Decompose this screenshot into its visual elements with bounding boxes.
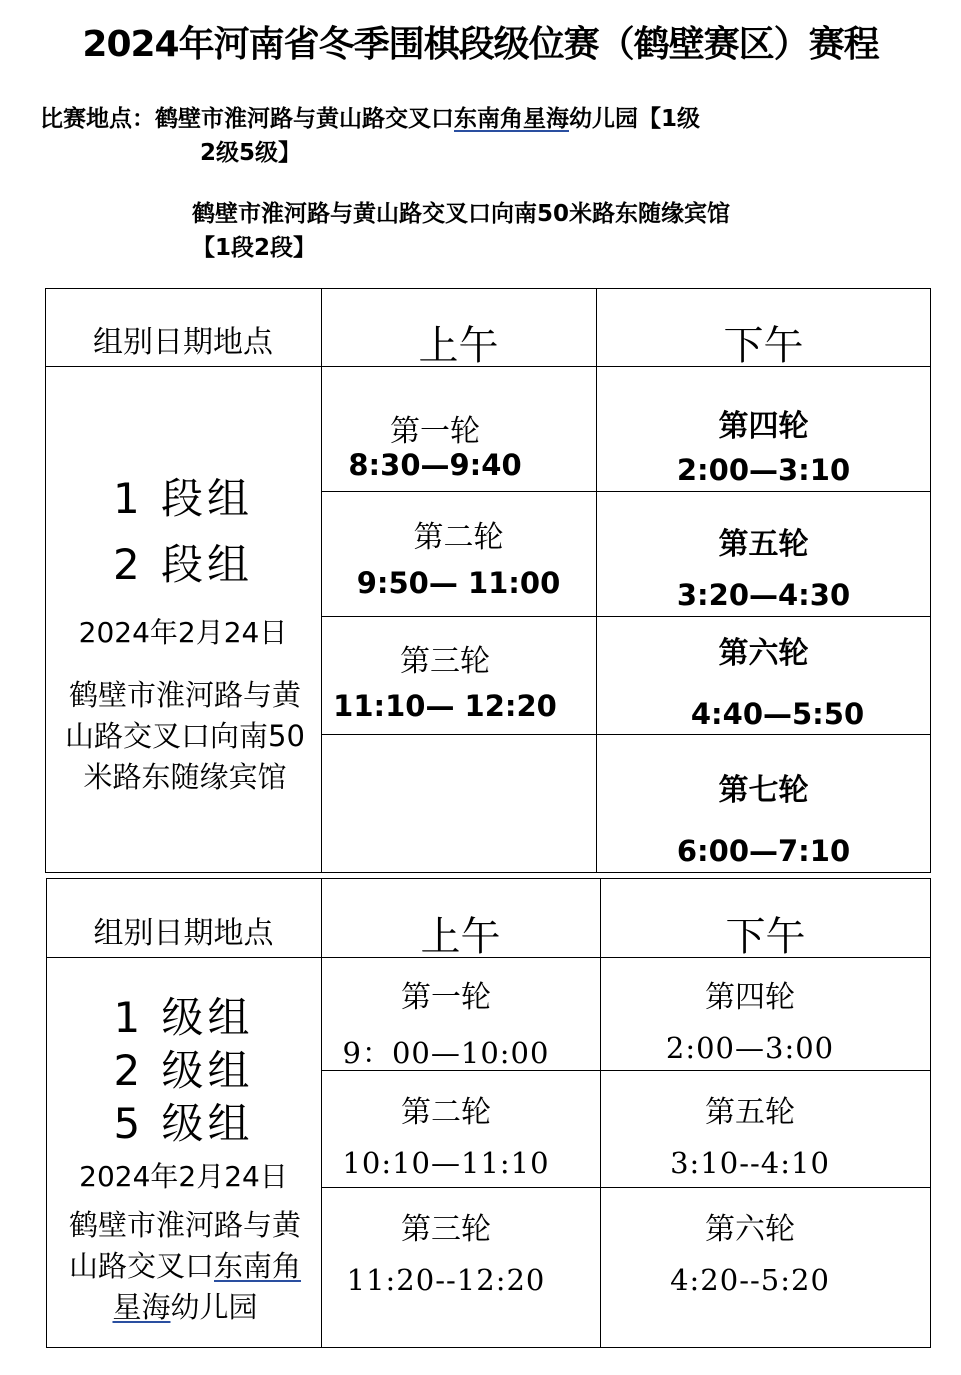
location-text-b: 幼儿园 — [170, 1290, 258, 1324]
group-label: 1 级组 — [113, 993, 254, 1042]
header-morning: 上午 — [420, 914, 501, 960]
round-time: 6:00—7:10 — [676, 834, 851, 868]
event-location — [56, 1205, 314, 1328]
venue-line-2: 鹤壁市淮河路与黄山路交叉口向南50米路东随缘宾馆 — [192, 201, 731, 227]
header-group-date-location: 组别日期地点 — [93, 916, 274, 951]
round-time: 4:40—5:50 — [690, 697, 865, 731]
event-date: 2024年2月24日 — [79, 1160, 288, 1193]
venue-line-1 — [40, 102, 700, 136]
venue-1-text-a: 鹤壁市淮河路与黄山路交叉口 — [155, 106, 454, 132]
round-time: 8:30—9:40 — [348, 448, 522, 482]
venue-line-1-cont: 2级5级】 — [200, 140, 302, 166]
round-label: 第七轮 — [718, 773, 809, 808]
venue-1-underlined: 东南角星海 — [454, 106, 569, 132]
round-time: 2:00—3:00 — [665, 1031, 835, 1065]
divider — [321, 616, 931, 617]
venue-line-2-cont: 【1段2段】 — [192, 235, 317, 261]
round-label: 第二轮 — [401, 1095, 491, 1130]
round-label: 第六轮 — [705, 1212, 795, 1247]
round-label: 第四轮 — [705, 980, 795, 1015]
divider — [321, 1187, 931, 1188]
round-time: 11:20--12:20 — [346, 1263, 546, 1297]
divider — [321, 734, 931, 735]
header-group-date-location: 组别日期地点 — [93, 325, 273, 360]
group-label: 2 段组 — [112, 540, 254, 589]
round-label: 第一轮 — [390, 414, 480, 449]
location-underlined-2: 星海 — [112, 1290, 171, 1324]
round-time: 3:20—4:30 — [676, 578, 851, 612]
location-text-a: 鹤壁市淮河路与黄山路交叉口 — [68, 1208, 301, 1283]
event-date: 2024年2月24日 — [78, 616, 288, 649]
round-time: 2:00—3:10 — [676, 453, 851, 487]
round-label: 第五轮 — [705, 1095, 795, 1130]
round-label: 第二轮 — [413, 520, 504, 555]
divider — [321, 491, 931, 492]
round-label: 第三轮 — [400, 644, 490, 679]
round-label: 第四轮 — [718, 409, 809, 444]
round-label: 第一轮 — [401, 980, 491, 1015]
venue-1-text-b: 幼儿园【1级 — [569, 106, 701, 132]
page-title: 2024年河南省冬季围棋段级位赛（鹤壁赛区）赛程 — [82, 24, 879, 65]
round-time: 11:10— 12:20 — [333, 689, 557, 723]
venue-label: 比赛地点： — [40, 106, 155, 132]
round-time: 10:10—11:10 — [342, 1146, 550, 1180]
header-afternoon: 下午 — [725, 914, 806, 960]
round-time: 3:10--4:10 — [670, 1146, 830, 1180]
group-label: 2 级组 — [113, 1046, 254, 1095]
round-label: 第五轮 — [718, 527, 809, 562]
round-time: 9:50— 11:00 — [356, 566, 561, 600]
location-underlined-1: 东南角 — [214, 1249, 302, 1283]
round-label: 第六轮 — [718, 636, 809, 671]
round-time: 9：00—10:00 — [342, 1036, 550, 1070]
event-location: 鹤壁市淮河路与黄山路交叉口向南50米路东随缘宾馆 — [65, 678, 305, 794]
round-label: 第三轮 — [401, 1212, 491, 1247]
group-label: 1 段组 — [112, 474, 254, 523]
round-time: 4:20--5:20 — [670, 1263, 830, 1297]
header-morning: 上午 — [418, 323, 499, 369]
group-label: 5 级组 — [113, 1099, 254, 1148]
header-afternoon: 下午 — [723, 323, 804, 369]
